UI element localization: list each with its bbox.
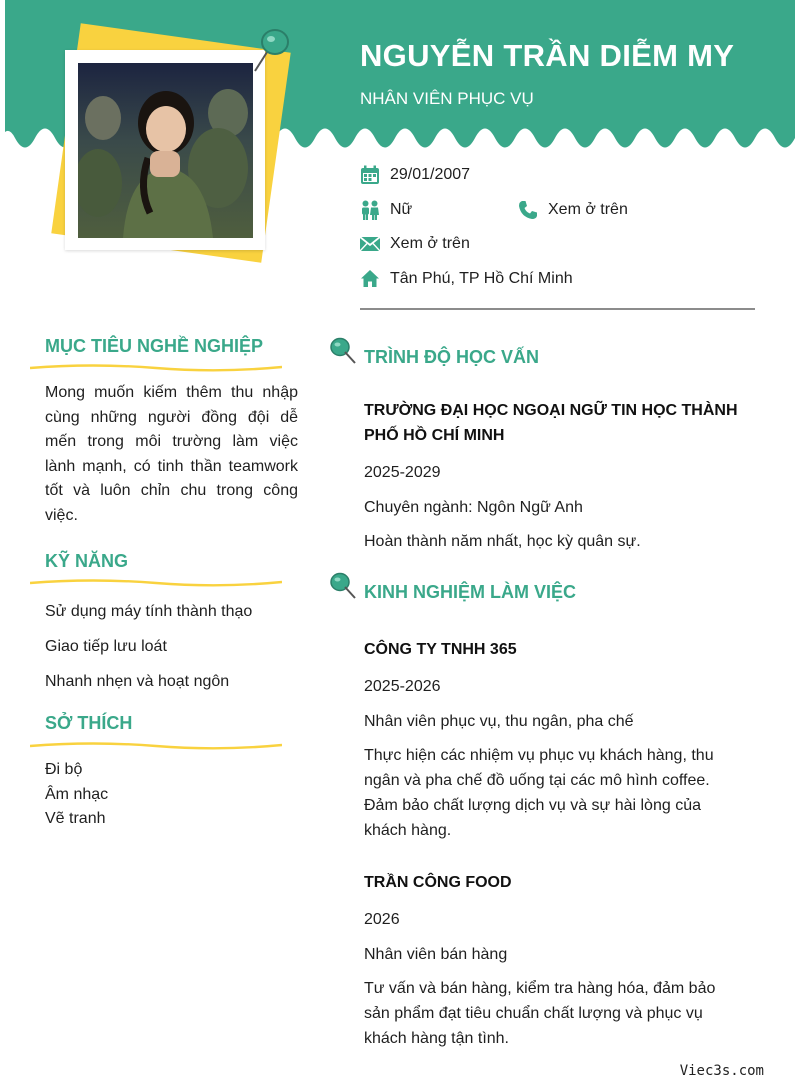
calendar-icon: [360, 165, 380, 185]
hobby-item: Đi bộ: [45, 761, 83, 778]
job-company: TRẦN CÔNG FOOD: [364, 874, 512, 891]
job-role: Nhân viên phục vụ, thu ngân, pha chế: [364, 713, 634, 730]
birthday-row: [360, 165, 470, 185]
profile-photo: [78, 63, 253, 238]
experience-heading: KINH NGHIỆM LÀM VIỆC: [364, 582, 577, 602]
objective-underline: [30, 362, 282, 372]
candidate-name: NGUYỄN TRẦN DIỄM MY: [360, 38, 735, 73]
job-period: 2025-2026: [364, 678, 441, 695]
job-period: 2026: [364, 911, 400, 928]
address-row: [360, 269, 573, 289]
birthday-value: 29/01/2007: [390, 166, 471, 183]
profile-photo-area: [40, 25, 300, 275]
gender-row: [360, 200, 412, 220]
education-period: 2025-2029: [364, 464, 441, 481]
email-row: [360, 234, 470, 254]
hobby-item: Vẽ tranh: [45, 810, 106, 828]
objective-heading: MỤC TIÊU NGHỀ NGHIỆP: [45, 336, 264, 356]
hobbies-heading: SỞ THÍCH: [45, 713, 133, 733]
gender-value: Nữ: [390, 201, 413, 218]
objective-text: Mong muốn kiếm thêm thu nhập cùng những người đồng đội dễ mến trong môi trường làm việc lành mạnh, có tinh thần teamwork tốt và luôn chỉn chu trong công việc.: [45, 384, 298, 524]
pushpin-icon: [247, 25, 293, 75]
skills-underline: [30, 577, 282, 587]
photo-frame: [65, 50, 265, 250]
pushpin-icon: [329, 571, 357, 601]
address-value: Tân Phú, TP Hồ Chí Minh: [390, 270, 573, 287]
footer-brand: Viec3s.com: [679, 1063, 764, 1079]
skill-item: Giao tiếp lưu loát: [45, 638, 167, 655]
home-icon: [360, 269, 380, 289]
phone-icon: [518, 200, 538, 220]
education-note: Hoàn thành năm nhất, học kỳ quân sự.: [364, 533, 641, 550]
job-description: Thực hiện các nhiệm vụ phục vụ khách hàng, thu ngân và pha chế đồ uống tại các mô hình coffee. Đảm bảo chất lượng dịch vụ và sự hài lòng của khách hàng.: [364, 747, 714, 839]
envelope-icon: [360, 234, 380, 254]
pushpin-icon: [329, 336, 357, 366]
email-value: Xem ở trên: [390, 235, 470, 252]
candidate-title: NHÂN VIÊN PHỤC VỤ: [360, 89, 534, 108]
education-heading: TRÌNH ĐỘ HỌC VẤN: [364, 347, 539, 367]
school-name: TRƯỜNG ĐẠI HỌC NGOẠI NGỮ TIN HỌC THÀNH PHỐ HỒ CHÍ MINH: [364, 402, 738, 444]
people-icon: [360, 200, 380, 220]
contact-divider: [360, 308, 755, 310]
job-company: CÔNG TY TNHH 365: [364, 641, 517, 658]
education-major: Chuyên ngành: Ngôn Ngữ Anh: [364, 499, 583, 516]
job-description: Tư vấn và bán hàng, kiểm tra hàng hóa, đảm bảo sản phẩm đạt tiêu chuẩn chất lượng và phục vụ khách hàng tận tình.: [364, 980, 716, 1047]
hobby-item: Âm nhạc: [45, 785, 109, 803]
skill-item: Nhanh nhẹn và hoạt ngôn: [45, 673, 230, 690]
skill-item: Sử dụng máy tính thành thạo: [45, 603, 253, 620]
phone-value: Xem ở trên: [548, 201, 628, 218]
phone-row: [518, 200, 628, 220]
skills-heading: KỸ NĂNG: [45, 551, 129, 571]
hobbies-underline: [30, 740, 282, 750]
job-role: Nhân viên bán hàng: [364, 946, 508, 963]
hobby-list: [45, 758, 108, 832]
